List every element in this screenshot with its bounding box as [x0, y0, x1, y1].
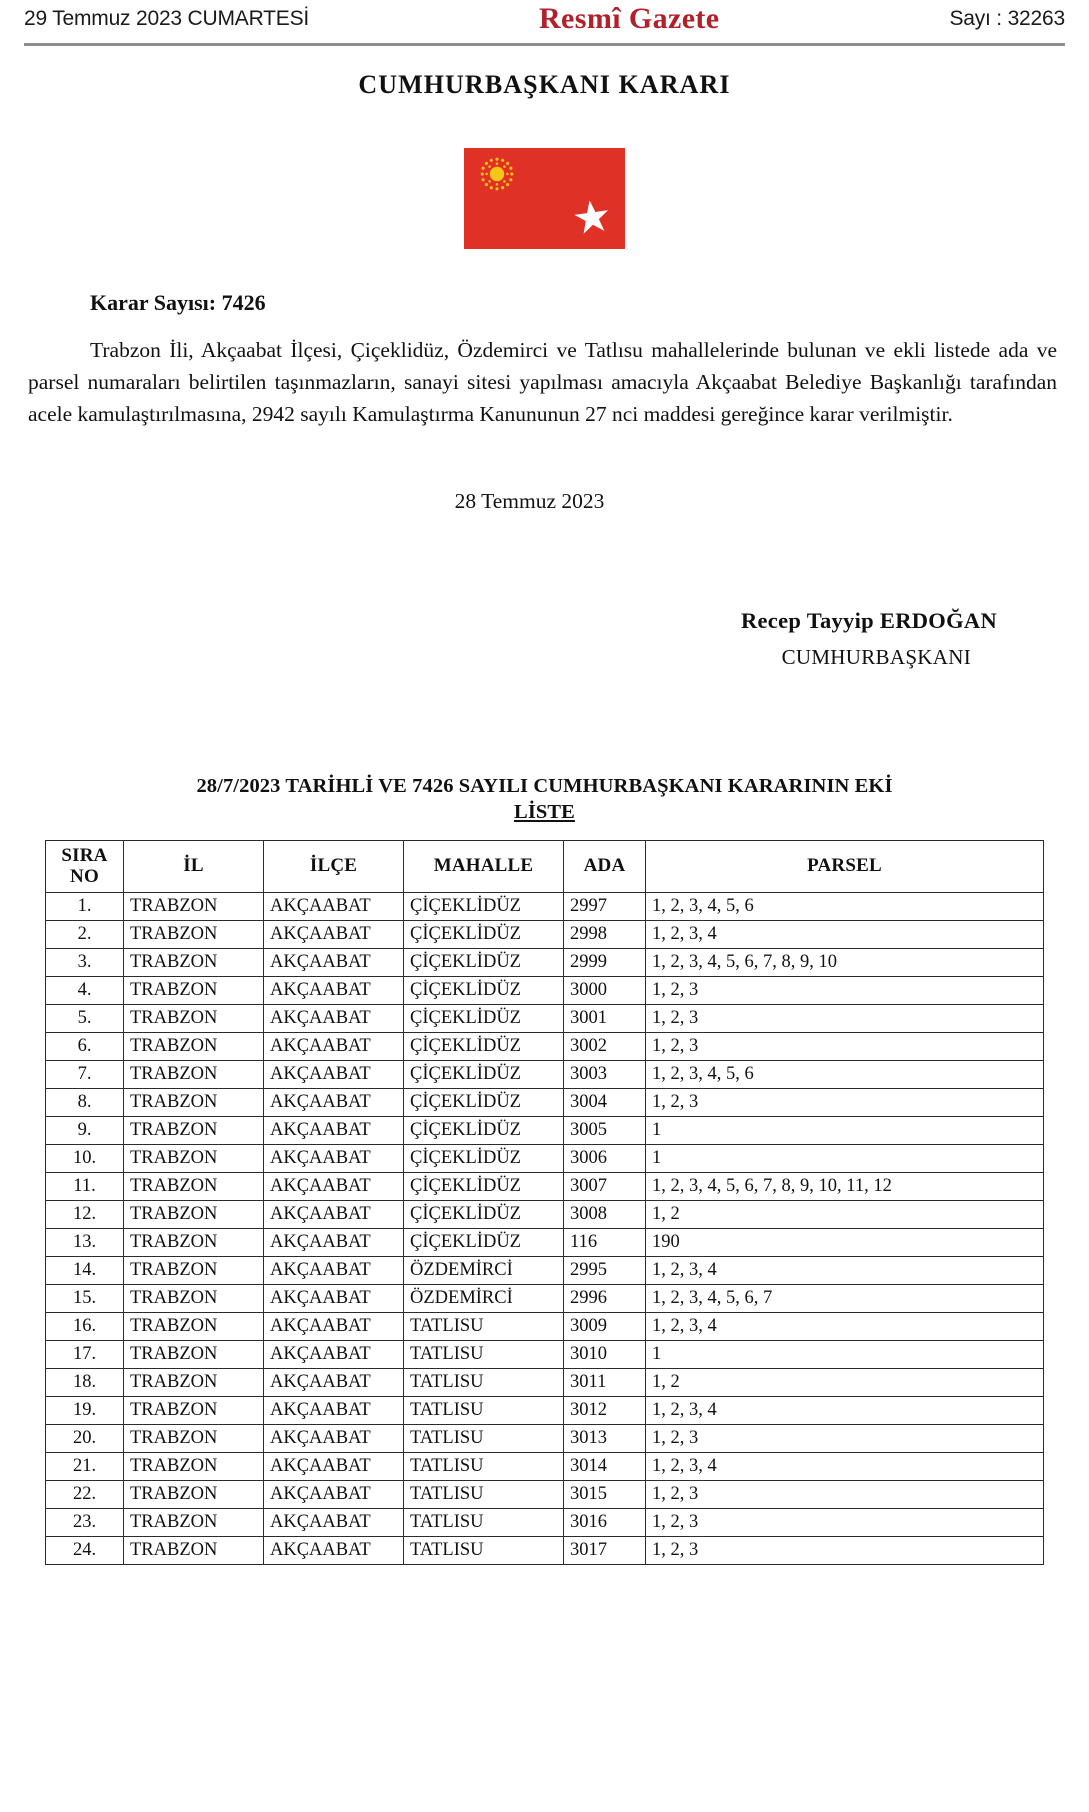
cell-sira-no: 14.: [46, 1256, 124, 1284]
cell-ilce: AKÇAABAT: [264, 976, 404, 1004]
cell-ada: 3006: [564, 1144, 646, 1172]
column-header-parsel: PARSEL: [646, 840, 1044, 892]
cell-mahalle: ÇİÇEKLİDÜZ: [404, 976, 564, 1004]
cell-ada: 2998: [564, 920, 646, 948]
table-row: [46, 1340, 1044, 1368]
cell-mahalle: TATLISU: [404, 1340, 564, 1368]
cell-parsel: 1, 2: [646, 1368, 1044, 1396]
cell-parsel: 1, 2, 3, 4, 5, 6, 7, 8, 9, 10: [646, 948, 1044, 976]
table-row: [46, 1088, 1044, 1116]
cell-ada: 3005: [564, 1116, 646, 1144]
cell-mahalle: TATLISU: [404, 1452, 564, 1480]
annex-section: [0, 773, 1089, 1565]
cell-il: TRABZON: [124, 1060, 264, 1088]
table-row: [46, 1032, 1044, 1060]
cell-il: TRABZON: [124, 1004, 264, 1032]
cell-sira-no: 11.: [46, 1172, 124, 1200]
cell-ada: 3010: [564, 1340, 646, 1368]
cell-il: TRABZON: [124, 920, 264, 948]
cell-sira-no: 8.: [46, 1088, 124, 1116]
cell-il: TRABZON: [124, 1256, 264, 1284]
cell-mahalle: ÇİÇEKLİDÜZ: [404, 1228, 564, 1256]
gazette-title: Resmî Gazete: [538, 2, 720, 35]
masthead: [0, 0, 1089, 46]
cell-ada: 3015: [564, 1480, 646, 1508]
cell-ilce: AKÇAABAT: [264, 1116, 404, 1144]
masthead-divider: [24, 43, 1065, 46]
cell-ada: 3012: [564, 1396, 646, 1424]
cell-mahalle: ÖZDEMİRCİ: [404, 1256, 564, 1284]
cell-parsel: 190: [646, 1228, 1044, 1256]
cell-ada: 3000: [564, 976, 646, 1004]
cell-parsel: 1, 2, 3, 4: [646, 1396, 1044, 1424]
cell-il: TRABZON: [124, 1172, 264, 1200]
cell-mahalle: ÇİÇEKLİDÜZ: [404, 1200, 564, 1228]
cell-parsel: 1, 2, 3, 4, 5, 6: [646, 892, 1044, 920]
cell-sira-no: 24.: [46, 1536, 124, 1564]
cell-mahalle: TATLISU: [404, 1424, 564, 1452]
column-header-mahalle: MAHALLE: [404, 840, 564, 892]
cell-sira-no: 7.: [46, 1060, 124, 1088]
cell-il: TRABZON: [124, 1144, 264, 1172]
decision-date: 28 Temmuz 2023: [454, 489, 605, 514]
cell-parsel: 1, 2, 3, 4, 5, 6: [646, 1060, 1044, 1088]
table-row: [46, 1172, 1044, 1200]
cell-il: TRABZON: [124, 1480, 264, 1508]
table-row: [46, 1116, 1044, 1144]
annex-title-line2: LİSTE: [514, 801, 575, 824]
cell-ada: 116: [564, 1228, 646, 1256]
cell-parsel: 1, 2, 3, 4, 5, 6, 7, 8, 9, 10, 11, 12: [646, 1172, 1044, 1200]
cell-parsel: 1, 2, 3, 4: [646, 920, 1044, 948]
turkish-presidential-flag-emblem: [464, 148, 625, 249]
cell-il: TRABZON: [124, 1452, 264, 1480]
column-header-ilce: İLÇE: [264, 840, 404, 892]
cell-mahalle: TATLISU: [404, 1368, 564, 1396]
cell-ada: 2995: [564, 1256, 646, 1284]
cell-sira-no: 4.: [46, 976, 124, 1004]
sira-head-line1: SIRA: [61, 845, 108, 867]
table-row: [46, 1060, 1044, 1088]
cell-ada: 3007: [564, 1172, 646, 1200]
sun-icon: [481, 158, 514, 191]
cell-parsel: 1, 2, 3: [646, 1004, 1044, 1032]
cell-parsel: 1, 2, 3: [646, 1032, 1044, 1060]
sira-head-line2: NO: [70, 866, 99, 888]
cell-il: TRABZON: [124, 948, 264, 976]
cell-parsel: 1: [646, 1116, 1044, 1144]
column-header-il: İL: [124, 840, 264, 892]
cell-il: TRABZON: [124, 1228, 264, 1256]
cell-parsel: 1: [646, 1144, 1044, 1172]
cell-il: TRABZON: [124, 1116, 264, 1144]
cell-sira-no: 15.: [46, 1284, 124, 1312]
table-row: [46, 1312, 1044, 1340]
cell-ilce: AKÇAABAT: [264, 948, 404, 976]
cell-mahalle: ÇİÇEKLİDÜZ: [404, 1172, 564, 1200]
table-row: [46, 1368, 1044, 1396]
signatory-title: CUMHURBAŞKANI: [781, 644, 971, 669]
cell-sira-no: 19.: [46, 1396, 124, 1424]
table-row: [46, 1424, 1044, 1452]
cell-il: TRABZON: [124, 1284, 264, 1312]
decision-number: Karar Sayısı: 7426: [90, 290, 266, 315]
cell-parsel: 1, 2, 3, 4: [646, 1312, 1044, 1340]
cell-mahalle: ÇİÇEKLİDÜZ: [404, 948, 564, 976]
cell-parsel: 1, 2, 3, 4, 5, 6, 7: [646, 1284, 1044, 1312]
cell-ilce: AKÇAABAT: [264, 1284, 404, 1312]
cell-parsel: 1, 2, 3: [646, 1480, 1044, 1508]
cell-parsel: 1: [646, 1340, 1044, 1368]
cell-ada: 2996: [564, 1284, 646, 1312]
emblem-container: [0, 148, 1089, 249]
cell-parsel: 1, 2, 3: [646, 1424, 1044, 1452]
cell-ilce: AKÇAABAT: [264, 1200, 404, 1228]
cell-ada: 3004: [564, 1088, 646, 1116]
cell-sira-no: 10.: [46, 1144, 124, 1172]
cell-ilce: AKÇAABAT: [264, 1060, 404, 1088]
table-row: [46, 920, 1044, 948]
annex-table-container: [45, 840, 1044, 1565]
cell-mahalle: ÇİÇEKLİDÜZ: [404, 892, 564, 920]
cell-mahalle: ÇİÇEKLİDÜZ: [404, 1116, 564, 1144]
cell-ilce: AKÇAABAT: [264, 1424, 404, 1452]
gazette-date: 29 Temmuz 2023 CUMARTESİ: [24, 7, 310, 30]
cell-parsel: 1, 2, 3, 4: [646, 1452, 1044, 1480]
cell-sira-no: 5.: [46, 1004, 124, 1032]
cell-ilce: AKÇAABAT: [264, 892, 404, 920]
table-row: [46, 892, 1044, 920]
signatory-name: Recep Tayyip ERDOĞAN: [740, 607, 997, 633]
annex-title: [45, 773, 1044, 826]
cell-mahalle: ÇİÇEKLİDÜZ: [404, 1060, 564, 1088]
cell-sira-no: 2.: [46, 920, 124, 948]
decision-body: [28, 287, 1061, 673]
cell-parsel: 1, 2, 3: [646, 1536, 1044, 1564]
cell-sira-no: 9.: [46, 1116, 124, 1144]
table-row: [46, 1452, 1044, 1480]
decision-paragraph: Trabzon İli, Akçaabat İlçesi, Çiçeklidüz, Özdemirci ve Tatlısu mahallelerinde bulunan ve ekli listede ada ve parsel numaraları belirtilen taşınmazların, sanayi sitesi yapılması amacıyla Akçaabat Belediye Başkanlığı tarafından acele kamulaştırılmasına, 2942 sayılı Kamulaştırma Kanununun 27 nci maddesi gereğince karar verilmiştir.: [28, 338, 1057, 426]
cell-il: TRABZON: [124, 1032, 264, 1060]
cell-sira-no: 23.: [46, 1508, 124, 1536]
cell-parsel: 1, 2, 3: [646, 1088, 1044, 1116]
table-row: [46, 948, 1044, 976]
cell-mahalle: ÖZDEMİRCİ: [404, 1284, 564, 1312]
cell-ilce: AKÇAABAT: [264, 1004, 404, 1032]
table-header-row: [46, 840, 1044, 892]
cell-mahalle: TATLISU: [404, 1480, 564, 1508]
cell-ilce: AKÇAABAT: [264, 1172, 404, 1200]
cell-il: TRABZON: [124, 976, 264, 1004]
column-header-sira-no: [46, 840, 124, 892]
cell-ilce: AKÇAABAT: [264, 1256, 404, 1284]
table-row: [46, 1508, 1044, 1536]
cell-ada: 3017: [564, 1536, 646, 1564]
cell-mahalle: TATLISU: [404, 1312, 564, 1340]
cell-sira-no: 16.: [46, 1312, 124, 1340]
cell-parsel: 1, 2: [646, 1200, 1044, 1228]
cell-sira-no: 22.: [46, 1480, 124, 1508]
cell-ilce: AKÇAABAT: [264, 1508, 404, 1536]
cell-il: TRABZON: [124, 1508, 264, 1536]
cell-ada: 2997: [564, 892, 646, 920]
cell-ilce: AKÇAABAT: [264, 1536, 404, 1564]
cell-parsel: 1, 2, 3: [646, 1508, 1044, 1536]
cell-mahalle: TATLISU: [404, 1396, 564, 1424]
cell-sira-no: 21.: [46, 1452, 124, 1480]
cell-il: TRABZON: [124, 1396, 264, 1424]
cell-parsel: 1, 2, 3: [646, 976, 1044, 1004]
table-row: [46, 1256, 1044, 1284]
cell-ilce: AKÇAABAT: [264, 1228, 404, 1256]
cell-ilce: AKÇAABAT: [264, 1368, 404, 1396]
table-row: [46, 1144, 1044, 1172]
table-body: [46, 892, 1044, 1564]
cell-ilce: AKÇAABAT: [264, 1396, 404, 1424]
table-row: [46, 1480, 1044, 1508]
table-row: [46, 1004, 1044, 1032]
cell-mahalle: ÇİÇEKLİDÜZ: [404, 1004, 564, 1032]
table-row: [46, 1536, 1044, 1564]
cell-ada: 3016: [564, 1508, 646, 1536]
cell-ilce: AKÇAABAT: [264, 1480, 404, 1508]
cell-sira-no: 18.: [46, 1368, 124, 1396]
cell-ilce: AKÇAABAT: [264, 1340, 404, 1368]
cell-mahalle: TATLISU: [404, 1536, 564, 1564]
cell-mahalle: ÇİÇEKLİDÜZ: [404, 1144, 564, 1172]
cell-parsel: 1, 2, 3, 4: [646, 1256, 1044, 1284]
annex-title-line1: 28/7/2023 TARİHLİ VE 7426 SAYILI CUMHURBAŞKANI KARARININ EKİ: [196, 774, 893, 797]
cell-ada: 3014: [564, 1452, 646, 1480]
cell-mahalle: ÇİÇEKLİDÜZ: [404, 920, 564, 948]
cell-ilce: AKÇAABAT: [264, 920, 404, 948]
cell-ada: 3013: [564, 1424, 646, 1452]
cell-ada: 3002: [564, 1032, 646, 1060]
cell-il: TRABZON: [124, 1368, 264, 1396]
document-heading: CUMHURBAŞKANI KARARI: [358, 70, 731, 99]
cell-ilce: AKÇAABAT: [264, 1088, 404, 1116]
parcel-list-table: [45, 840, 1044, 1565]
flag-emblem-graphic: [464, 148, 625, 249]
cell-mahalle: ÇİÇEKLİDÜZ: [404, 1032, 564, 1060]
table-row: [46, 1396, 1044, 1424]
cell-ada: 3011: [564, 1368, 646, 1396]
cell-sira-no: 17.: [46, 1340, 124, 1368]
signature-block: [28, 604, 1061, 673]
cell-il: TRABZON: [124, 1200, 264, 1228]
cell-sira-no: 6.: [46, 1032, 124, 1060]
cell-ada: 3009: [564, 1312, 646, 1340]
cell-sira-no: 13.: [46, 1228, 124, 1256]
cell-mahalle: TATLISU: [404, 1508, 564, 1536]
cell-il: TRABZON: [124, 1536, 264, 1564]
cell-ada: 3001: [564, 1004, 646, 1032]
table-row: [46, 1284, 1044, 1312]
cell-sira-no: 20.: [46, 1424, 124, 1452]
cell-ilce: AKÇAABAT: [264, 1452, 404, 1480]
table-row: [46, 976, 1044, 1004]
cell-ada: 2999: [564, 948, 646, 976]
gazette-issue-number: Sayı : 32263: [949, 7, 1065, 30]
cell-mahalle: ÇİÇEKLİDÜZ: [404, 1088, 564, 1116]
cell-il: TRABZON: [124, 1424, 264, 1452]
cell-ada: 3003: [564, 1060, 646, 1088]
table-row: [46, 1200, 1044, 1228]
cell-sira-no: 1.: [46, 892, 124, 920]
table-row: [46, 1228, 1044, 1256]
cell-il: TRABZON: [124, 1088, 264, 1116]
table-header: [46, 840, 1044, 892]
column-header-ada: ADA: [564, 840, 646, 892]
cell-sira-no: 3.: [46, 948, 124, 976]
cell-ada: 3008: [564, 1200, 646, 1228]
cell-il: TRABZON: [124, 1340, 264, 1368]
cell-sira-no: 12.: [46, 1200, 124, 1228]
cell-il: TRABZON: [124, 892, 264, 920]
cell-ilce: AKÇAABAT: [264, 1312, 404, 1340]
cell-ilce: AKÇAABAT: [264, 1032, 404, 1060]
cell-ilce: AKÇAABAT: [264, 1144, 404, 1172]
cell-il: TRABZON: [124, 1312, 264, 1340]
